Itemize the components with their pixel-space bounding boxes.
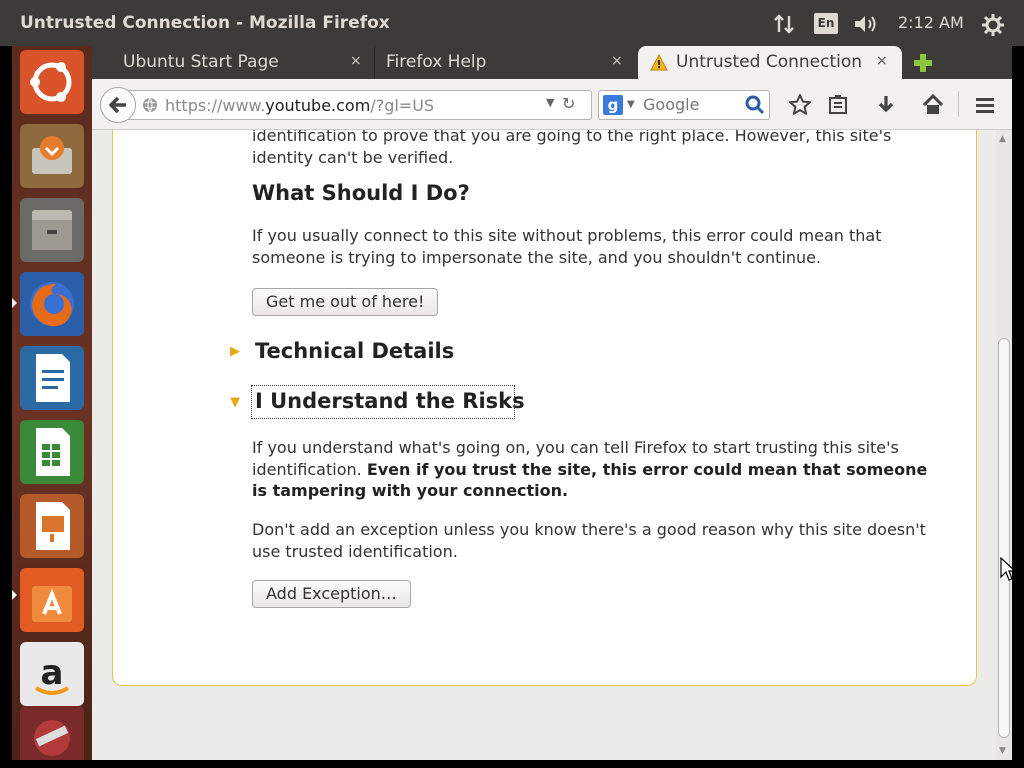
tab-label: Untrusted Connection (676, 52, 863, 72)
search-input[interactable] (643, 95, 743, 114)
vertical-scrollbar[interactable] (996, 130, 1012, 760)
firefox-icon[interactable] (20, 272, 84, 336)
url-suffix: /?gl=US (370, 96, 435, 115)
close-icon[interactable]: × (350, 53, 362, 69)
files-icon[interactable] (20, 198, 84, 262)
chevron-down-icon[interactable]: ▼ (627, 99, 635, 110)
triangle-right-icon[interactable]: ▶ (230, 344, 240, 359)
ubuntu-dash-icon[interactable] (20, 50, 84, 114)
running-indicator (12, 298, 17, 308)
home-icon[interactable] (921, 93, 945, 117)
risks-text-warning: Even if you trust the site, this error could mean that someone is tampering with your connection. (252, 459, 928, 500)
toolbar-divider (958, 91, 959, 117)
tab-firefox-help[interactable] (374, 46, 636, 79)
unity-launcher (12, 46, 92, 760)
libreoffice-calc-icon[interactable] (20, 420, 84, 484)
add-exception-button[interactable]: Add Exception… (252, 580, 411, 608)
running-indicator (12, 590, 17, 600)
close-icon[interactable]: × (611, 53, 623, 69)
clock[interactable]: 2:12 AM (898, 13, 964, 32)
url-prefix: https://www. (165, 96, 266, 115)
tab-ubuntu-start-page[interactable] (92, 46, 374, 79)
network-icon[interactable] (772, 12, 798, 36)
keyboard-language-indicator[interactable]: En (814, 13, 838, 34)
bookmarks-list-icon[interactable] (826, 93, 850, 117)
tab-untrusted-connection[interactable] (638, 46, 902, 80)
risks-text-start: If you understand what's going on, you can tell Firefox to start trusting this site's identification. (252, 438, 899, 479)
volume-icon[interactable] (852, 12, 880, 36)
tab-label: Ubuntu Start Page (123, 52, 279, 72)
back-button[interactable] (100, 87, 136, 123)
ubuntu-software-center-icon[interactable] (20, 568, 84, 632)
window-frame-bottom (0, 760, 1024, 768)
window-title: Untrusted Connection - Mozilla Firefox (20, 13, 390, 33)
url-text[interactable] (165, 96, 434, 115)
gear-icon[interactable] (980, 12, 1006, 38)
technical-details-heading[interactable]: Technical Details (255, 339, 455, 363)
system-tool-icon[interactable] (20, 706, 84, 768)
new-tab-plus-icon[interactable] (912, 52, 934, 74)
amazon-icon[interactable] (20, 642, 84, 706)
bookmark-star-icon[interactable] (788, 93, 812, 117)
top-panel (0, 0, 1024, 46)
triangle-down-icon[interactable]: ▼ (230, 395, 240, 410)
url-domain: youtube.com (265, 96, 371, 115)
search-icon[interactable] (745, 95, 765, 115)
chevron-down-icon[interactable]: ▼ (546, 96, 555, 109)
svg-text:a: a (40, 653, 64, 693)
understand-risks-heading[interactable]: I Understand the Risks (255, 389, 525, 413)
what-should-i-do-text: If you usually connect to this site without problems, this error could mean that someone is trying to impersonate the site, and you shouldn't continue. (252, 226, 882, 267)
url-bar[interactable] (122, 90, 592, 120)
what-should-i-do-heading: What Should I Do? (252, 181, 470, 205)
error-box (112, 130, 977, 686)
search-bar[interactable] (598, 90, 770, 120)
menu-icon[interactable] (973, 93, 997, 117)
google-icon[interactable]: g (603, 95, 623, 115)
get-me-out-button[interactable]: Get me out of here! (252, 288, 438, 316)
globe-icon[interactable] (142, 97, 158, 113)
risks-text (252, 437, 942, 502)
downloads-icon[interactable] (874, 93, 898, 117)
close-icon[interactable]: × (876, 53, 888, 69)
tab-label: Firefox Help (386, 52, 487, 72)
scroll-down-icon[interactable]: ▼ (999, 746, 1006, 756)
intro-text: identification to prove that you are going to the right place. However, this site's identity can't be verified. (252, 130, 892, 167)
exception-text: Don't add an exception unless you know there's a good reason why this site doesn't use trusted identification. (252, 520, 926, 561)
navigation-toolbar (92, 79, 1012, 130)
libreoffice-impress-icon[interactable] (20, 494, 84, 558)
window-frame-right (1012, 46, 1024, 768)
scroll-up-icon[interactable]: ▲ (999, 134, 1006, 144)
scrollbar-thumb[interactable] (998, 338, 1010, 738)
page-content (92, 130, 996, 760)
reload-icon[interactable]: ↻ (562, 94, 576, 113)
warning-icon (650, 54, 668, 72)
backup-icon[interactable] (20, 124, 84, 188)
tab-strip (92, 46, 1012, 79)
libreoffice-writer-icon[interactable] (20, 346, 84, 410)
